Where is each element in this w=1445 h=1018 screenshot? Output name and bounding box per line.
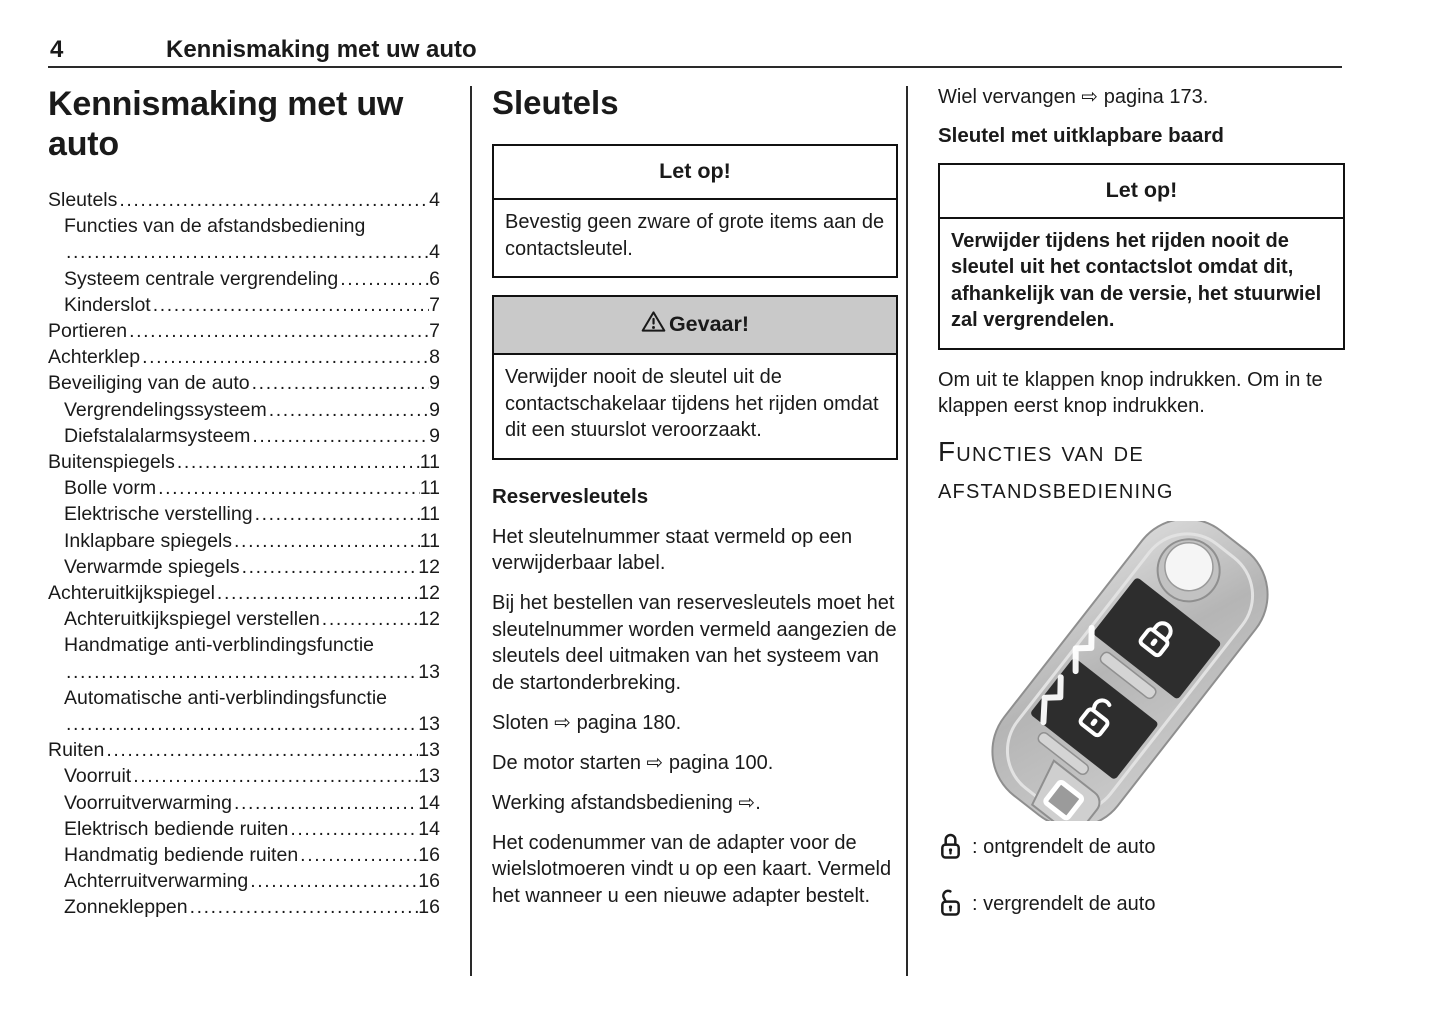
toc-item[interactable] xyxy=(48,685,440,737)
toc-item[interactable] xyxy=(48,292,440,318)
toc-item-label: Zonnekleppen xyxy=(64,896,188,919)
toc-item-page: 7 xyxy=(429,320,440,343)
toc-leader-dots xyxy=(131,763,418,789)
toc-item-label: Achteruitkijkspiegel xyxy=(48,582,215,605)
toc-item-label: Handmatig bediende ruiten xyxy=(64,844,299,867)
toc-item-page: 14 xyxy=(418,817,440,840)
toc-item-page: 4 xyxy=(429,189,440,211)
danger-box-body: Verwijder nooit de sleutel uit de contactschakelaar tijdens het rijden omdat dit een stuurslot veroorzaakt. xyxy=(505,366,879,441)
closed-padlock-icon xyxy=(938,831,963,862)
toc-item[interactable] xyxy=(48,423,440,449)
toc-item-page: 12 xyxy=(418,555,440,578)
toc-item-label: Buitenspiegels xyxy=(48,451,175,474)
chapter-title: Kennismaking met uw auto xyxy=(166,36,477,63)
legend-lock xyxy=(938,888,1345,919)
toc-item-label: Bolle vorm xyxy=(64,477,157,500)
toc-item-page: 16 xyxy=(418,870,440,893)
toc-leader-dots xyxy=(240,554,419,580)
toc-leader-dots xyxy=(104,737,418,763)
toc-item-label: Beveiliging van de auto xyxy=(48,372,250,395)
toc-leader-dots xyxy=(64,239,429,265)
toc-item[interactable] xyxy=(48,344,440,370)
toc-item-label: Ruiten xyxy=(48,739,105,762)
toc-leader-dots xyxy=(188,894,419,920)
page-reference: Sloten ⇨ pagina 180. xyxy=(492,711,682,734)
caution-box-title: Let op! xyxy=(940,165,1343,219)
toc-item-label: Diefstalalarmsysteem xyxy=(64,424,251,447)
toc-leader-dots xyxy=(232,528,420,554)
toc-item-page: 11 xyxy=(419,477,440,500)
toc-leader-dots xyxy=(250,370,429,396)
legend-text: : vergrendelt de auto xyxy=(972,892,1156,915)
flip-key-image xyxy=(952,521,1312,821)
toc-item-page: 14 xyxy=(418,791,440,814)
toc-leader-dots xyxy=(253,501,420,527)
toc-item-page: 9 xyxy=(429,372,440,395)
toc-item-page: 8 xyxy=(429,346,440,369)
toc-item[interactable] xyxy=(48,397,440,423)
toc-leader-dots xyxy=(175,449,420,475)
toc-leader-dots xyxy=(232,790,418,816)
paragraph: Bij het bestellen van reservesleutels moet het sleutelnummer worden vermeld aangezien de sleutels deel uitmaken van het systeem van de startonderbreking. xyxy=(492,592,897,694)
toc-item[interactable] xyxy=(48,894,440,920)
page-reference: Wiel vervangen ⇨ pagina 173. xyxy=(938,86,1209,108)
toc-leader-dots xyxy=(64,659,418,685)
toc-item[interactable] xyxy=(48,370,440,396)
toc-leader-dots xyxy=(156,475,420,501)
toc-item-label: Achterklep xyxy=(48,346,141,369)
toc-item-label: Achteruitkijkspiegel verstellen xyxy=(64,608,320,631)
toc-item-page: 16 xyxy=(418,896,440,919)
toc-item-label: Functies van de afstandsbediening xyxy=(64,215,366,238)
header-rule xyxy=(48,66,1342,68)
toc-item[interactable] xyxy=(48,449,440,475)
toc-item-page: 13 xyxy=(418,713,440,736)
toc-item[interactable] xyxy=(48,580,440,606)
toc-column xyxy=(48,84,440,921)
toc-item-label: Handmatige anti-verblindingsfunctie xyxy=(64,634,375,657)
toc-item[interactable] xyxy=(48,868,440,894)
toc-item-page: 13 xyxy=(418,765,440,788)
smallcaps-heading: Functies van de afstandsbediening xyxy=(938,436,1174,504)
toc-item[interactable] xyxy=(48,475,440,501)
toc-leader-dots xyxy=(151,292,429,318)
danger-box xyxy=(492,295,898,460)
paragraph: Om uit te klappen knop indrukken. Om in te klappen eerst knop indrukken. xyxy=(938,368,1323,417)
toc-item-page: 13 xyxy=(418,660,440,683)
page-number: 4 xyxy=(50,36,64,63)
toc-item-page: 11 xyxy=(419,529,440,552)
toc-item-label: Elektrische verstelling xyxy=(64,503,253,526)
open-padlock-icon xyxy=(938,888,963,919)
toc-leader-dots xyxy=(248,868,418,894)
toc-item-page: 16 xyxy=(418,844,440,867)
subsection-heading: Sleutel met uitklapbare baard xyxy=(938,123,1224,147)
caution-box-body: Verwijder tijdens het rijden nooit de sleutel uit het contactslot omdat dit, afhankelijk van de versie, het stuurwiel zal vergrendelen. xyxy=(951,229,1322,331)
caution-box xyxy=(492,144,898,278)
danger-box-title: Gevaar! xyxy=(494,297,896,355)
toc-item[interactable] xyxy=(48,528,440,554)
toc-list xyxy=(48,187,440,921)
toc-item[interactable] xyxy=(48,842,440,868)
toc-leader-dots xyxy=(288,816,418,842)
toc-item-label: Verwarmde spiegels xyxy=(64,555,240,578)
toc-item[interactable] xyxy=(48,318,440,344)
toc-item[interactable] xyxy=(48,790,440,816)
toc-leader-dots xyxy=(127,318,429,344)
toc-item-page: 9 xyxy=(429,398,440,421)
toc-item-label: Sleutels xyxy=(48,189,118,211)
column-divider xyxy=(906,86,908,976)
legend-text: : ontgrendelt de auto xyxy=(972,835,1156,858)
toc-item-page: 12 xyxy=(418,582,440,605)
toc-item[interactable] xyxy=(48,187,440,213)
section-heading: Sleutels xyxy=(492,84,619,121)
toc-item[interactable] xyxy=(48,266,440,292)
page-reference: De motor starten ⇨ pagina 100. xyxy=(492,751,774,774)
toc-item-page: 9 xyxy=(429,424,440,447)
toc-item-page: 7 xyxy=(429,293,440,316)
toc-item-page: 11 xyxy=(419,451,440,474)
toc-chapter-title: Kennismaking met uw auto xyxy=(48,85,404,163)
toc-item[interactable] xyxy=(48,763,440,789)
toc-item-page: 12 xyxy=(418,608,440,631)
toc-item-label: Vergrendelingssysteem xyxy=(64,398,267,421)
toc-item-label: Kinderslot xyxy=(64,293,151,316)
toc-leader-dots xyxy=(298,842,418,868)
toc-item-label: Systeem centrale vergrendeling xyxy=(64,267,339,290)
page-reference: Werking afstandsbediening ⇨. xyxy=(492,791,761,814)
legend-unlock xyxy=(938,831,1345,862)
toc-item-page: 6 xyxy=(429,267,440,290)
toc-item[interactable] xyxy=(48,501,440,527)
column-divider xyxy=(470,86,472,976)
toc-leader-dots xyxy=(117,187,429,213)
toc-item[interactable] xyxy=(48,606,440,632)
toc-item-page: 13 xyxy=(418,739,440,762)
caution-box xyxy=(938,163,1345,350)
toc-leader-dots xyxy=(250,423,429,449)
toc-item[interactable] xyxy=(48,213,440,265)
toc-item[interactable] xyxy=(48,737,440,763)
toc-item-label: Inklapbare spiegels xyxy=(64,529,233,552)
toc-item-label: Voorruit xyxy=(64,765,132,788)
toc-item-label: Elektrisch bediende ruiten xyxy=(64,817,289,840)
toc-item-label: Portieren xyxy=(48,320,128,343)
remote-section-column xyxy=(938,84,1345,945)
paragraph: Het codenummer van de adapter voor de wielslotmoeren vindt u op een kaart. Vermeld het wanneer u een nieuwe adapter bestelt. xyxy=(492,831,892,907)
toc-leader-dots xyxy=(320,606,419,632)
toc-item-page: 4 xyxy=(429,241,440,264)
toc-item[interactable] xyxy=(48,554,440,580)
subsection-heading: Reservesleutels xyxy=(492,484,649,508)
toc-leader-dots xyxy=(267,397,429,423)
toc-leader-dots xyxy=(215,580,418,606)
toc-item-page: 11 xyxy=(419,503,440,526)
toc-item[interactable] xyxy=(48,632,440,684)
toc-item-label: Voorruitverwarming xyxy=(64,791,232,814)
paragraph: Het sleutelnummer staat vermeld op een verwijderbaar label. xyxy=(492,525,853,574)
toc-item[interactable] xyxy=(48,816,440,842)
toc-leader-dots xyxy=(140,344,429,370)
toc-leader-dots xyxy=(338,266,429,292)
toc-item-label: Automatische anti-verblindingsfunctie xyxy=(64,686,388,709)
caution-box-body: Bevestig geen zware of grote items aan de contactsleutel. xyxy=(505,211,885,260)
toc-leader-dots xyxy=(64,711,418,737)
keys-section-column xyxy=(492,84,898,923)
warning-triangle-icon xyxy=(641,310,666,339)
toc-item-label: Achterruitverwarming xyxy=(64,870,249,893)
caution-box-title: Let op! xyxy=(494,146,896,200)
